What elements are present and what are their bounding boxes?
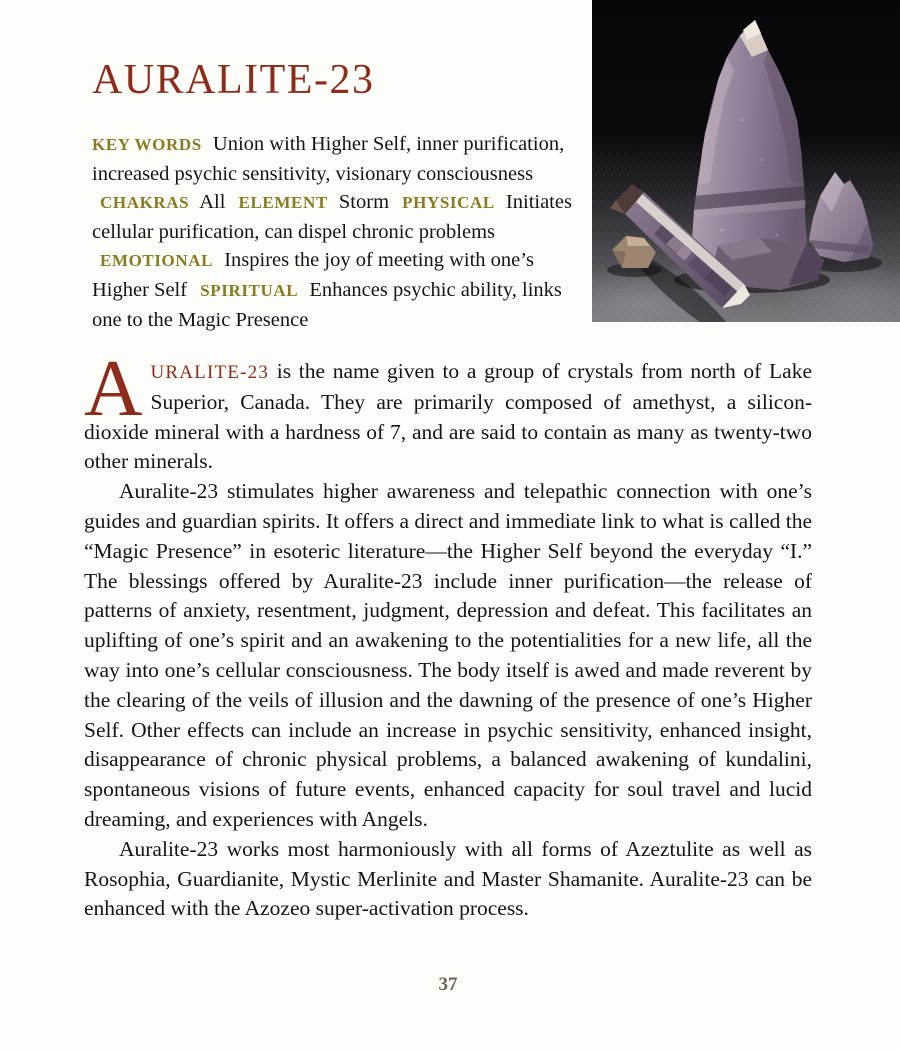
keyword-text-spiritual: Enhances psychic ability, links one to the Magic Presence xyxy=(92,278,562,331)
crystal-photo-illustration xyxy=(592,0,900,322)
paragraph-1 xyxy=(84,343,812,477)
crystal-photo xyxy=(592,0,900,322)
paragraph-2: Auralite-23 stimulates higher awareness and telepathic connection with one’s guides and guardian spirits. It offers a direct and immediate link to what is called the “Magic Presence” in esoteric literature—the Higher Self beyond the everyday “I.” The blessings offered by Auralite-23 include inner purification—the release of patterns of anxiety, resentment, judgment, depression and defeat. This facilitates an uplifting of one’s spirit and an awakening to the potentialities for a new life, all the way into one’s cellular consciousness. The body itself is awed and made reverent by the clearing of the veils of illusion and the dawning of the presence of one’s Higher Self. Other effects can include an increase in psychic sensitivity, enhanced insight, disappearance of chronic physical problems, a balanced awakening of kundalini, spontaneous visions of future events, enhanced capacity for soul travel and lucid dreaming, and experiences with Angels. xyxy=(84,479,813,831)
keyword-label-physical: PHYSICAL xyxy=(402,193,495,213)
page-title: AURALITE-23 xyxy=(92,57,375,103)
keyword-text-element: Storm xyxy=(338,191,390,214)
keyword-label-spiritual: SPIRITUAL xyxy=(200,280,299,300)
keyword-text-chakras: All xyxy=(199,191,226,214)
keyword-label-key-words: KEY WORDS xyxy=(92,135,202,154)
keyword-text-emotional: Inspires the joy of meeting with one’s Higher Self xyxy=(92,249,534,301)
paragraph-3: Auralite-23 works most harmoniously with all forms of Azeztulite as well as Rosophia, Guardianite, Mystic Merlinite and Master Shamanite. Auralite-23 can be enhanced with the Azozeo super-activation process. xyxy=(84,836,812,921)
leadcaps-word: URALITE-23 xyxy=(150,362,270,383)
keyword-text-physical: Initiates cellular purification, can dispel chronic problems xyxy=(92,191,572,243)
paragraph-1-text: is the name given to a group of crystals from north of Lake Superior, Canada. They are primarily composed of amethyst, a silicon-dioxide mineral with a hardness of 7, and are said to contain as many as twenty-two other minerals. xyxy=(84,359,812,474)
page-number: 37 xyxy=(438,974,458,995)
keyword-text-key-words: Union with Higher Self, inner purification, increased psychic sensitivity, visionary consciousness xyxy=(92,133,565,185)
keywords-block xyxy=(92,130,582,334)
dropcap-letter: A xyxy=(84,343,143,433)
keyword-label-chakras: CHAKRAS xyxy=(100,193,190,213)
body-text xyxy=(84,343,813,924)
keyword-label-emotional: EMOTIONAL xyxy=(100,251,214,271)
keyword-label-element: ELEMENT xyxy=(238,193,328,213)
